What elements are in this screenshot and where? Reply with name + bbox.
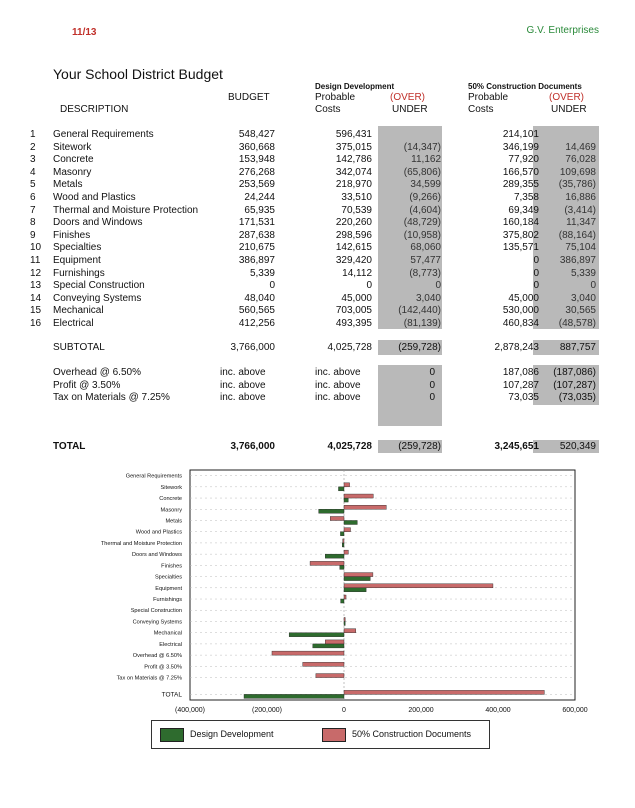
table-row: [0, 318, 635, 330]
row-description: Mechanical: [53, 305, 104, 317]
bar-dd: [319, 509, 344, 513]
description-header: DESCRIPTION: [60, 104, 129, 115]
row-cd-cost: 166,570: [502, 166, 539, 178]
table-row: [0, 154, 635, 166]
bar-cd: [325, 640, 344, 644]
row-description: Electrical: [53, 318, 94, 329]
row-dd-variance: 68,060: [410, 242, 441, 254]
bar-cd: [344, 690, 544, 694]
category-label: Equipment: [155, 585, 182, 592]
bar-dd: [341, 599, 344, 603]
row-description: Wood and Plastics: [53, 192, 136, 203]
total-row: [0, 441, 635, 453]
extras-cd-variance: (107,287): [553, 379, 596, 391]
row-cd-variance: 75,104: [565, 242, 596, 254]
bar-dd: [325, 554, 344, 558]
page-title: Your School District Budget: [53, 66, 223, 82]
category-label: Concrete: [159, 496, 182, 503]
table-row: [0, 192, 635, 204]
row-description: General Requirements: [53, 129, 154, 140]
row-dd-variance: (8,773): [409, 267, 441, 279]
table-row: [0, 205, 635, 217]
row-budget: 386,897: [238, 255, 275, 266]
row-description: Finishes: [53, 229, 91, 241]
bar-dd: [313, 644, 344, 648]
row-description: Thermal and Moisture Protection: [53, 204, 199, 216]
row-cd-variance: (88,164): [558, 229, 596, 241]
cd-costs-header: Costs: [468, 104, 494, 115]
row-description: Conveying Systems: [53, 292, 142, 304]
extras-cd-cost: 73,035: [508, 392, 539, 404]
company-name: G.V. Enterprises: [526, 25, 599, 36]
page-number: 11/13: [72, 27, 97, 38]
bar-dd: [340, 565, 344, 569]
row-dd-variance: (14,347): [403, 141, 441, 153]
extras-dd-variance: 0: [429, 367, 435, 378]
bar-dd: [344, 621, 345, 625]
total-label: TOTAL: [53, 441, 86, 452]
extras-cd-cost: 187,086: [502, 367, 539, 378]
subtotal-label: SUBTOTAL: [53, 342, 105, 353]
row-budget: 548,427: [238, 129, 275, 140]
subtotal-row: [0, 342, 635, 354]
category-label: Electrical: [159, 641, 182, 648]
row-cd-variance: 30,565: [565, 305, 596, 317]
row-cd-cost: 0: [533, 280, 539, 292]
bar-cd: [344, 528, 351, 532]
row-dd-cost: 703,005: [335, 305, 372, 317]
tick-label: 0: [342, 707, 346, 714]
row-budget: 0: [269, 280, 275, 292]
row-dd-cost: 142,786: [335, 154, 372, 166]
extras-cd-variance: (73,035): [558, 392, 596, 404]
row-cd-cost: 135,571: [502, 242, 539, 254]
row-description: Concrete: [53, 154, 94, 166]
bar-cd: [344, 494, 373, 498]
row-budget: 210,675: [238, 242, 275, 254]
row-dd-variance: 3,040: [415, 292, 441, 304]
row-dd-variance: (10,958): [403, 229, 441, 241]
bar-cd: [303, 662, 344, 666]
table-row: [0, 167, 635, 179]
row-dd-cost: 0: [366, 280, 372, 292]
legend-label-cd: 50% Construction Documents: [352, 729, 472, 739]
row-dd-cost: 329,420: [335, 255, 372, 266]
extras-description: Profit @ 3.50%: [53, 379, 121, 391]
row-cd-cost: 69,349: [508, 204, 539, 216]
extras-dd-cost: inc. above: [315, 392, 361, 404]
row-dd-variance: 0: [435, 280, 441, 292]
row-dd-variance: (142,440): [398, 305, 441, 317]
category-label: Metals: [165, 518, 182, 525]
row-number: 3: [30, 154, 36, 166]
bar-cd: [343, 539, 344, 543]
bar-cd: [344, 629, 356, 633]
row-number: 1: [30, 129, 36, 140]
row-number: 11: [30, 255, 41, 266]
extras-description: Tax on Materials @ 7.25%: [53, 392, 170, 404]
row-dd-cost: 33,510: [341, 192, 372, 203]
row-cd-variance: 386,897: [559, 255, 596, 266]
row-dd-cost: 220,260: [335, 217, 372, 229]
row-dd-variance: (48,729): [403, 217, 441, 229]
dd-probable-header: Probable: [315, 92, 356, 103]
row-number: 2: [30, 141, 36, 153]
row-dd-variance: (9,266): [409, 192, 441, 203]
dd-costs-header: Costs: [315, 104, 341, 115]
tick-label: 600,000: [562, 707, 588, 714]
tick-label: (400,000): [175, 707, 205, 714]
row-cd-cost: 0: [533, 267, 539, 279]
row-dd-cost: 142,615: [335, 242, 372, 254]
legend-swatch-cd: [322, 728, 346, 742]
row-description: Metals: [53, 179, 83, 191]
bar-cd: [344, 595, 346, 599]
row-cd-cost: 0: [533, 255, 539, 266]
extras-cd-cost: 107,287: [502, 379, 539, 391]
extras-dd-variance: 0: [429, 379, 435, 391]
row-budget: 253,569: [238, 179, 275, 191]
bar-dd: [338, 487, 344, 491]
row-budget: 171,531: [238, 217, 275, 229]
row-dd-cost: 375,015: [335, 141, 372, 153]
row-dd-cost: 218,970: [335, 179, 372, 191]
cd-over-header: (OVER): [549, 92, 584, 103]
table-row: [0, 242, 635, 254]
row-cd-variance: 11,347: [566, 217, 596, 229]
category-label: Wood and Plastics: [135, 529, 182, 536]
row-number: 14: [30, 292, 42, 304]
tick-label: (200,000): [252, 707, 282, 714]
bar-cd: [344, 573, 373, 577]
table-row: [0, 217, 635, 229]
row-dd-variance: 11,162: [411, 154, 441, 166]
bar-dd: [344, 588, 366, 592]
row-cd-cost: 530,000: [502, 305, 539, 317]
table-row: [0, 129, 635, 141]
row-dd-variance: 34,599: [410, 179, 441, 191]
row-number: 6: [30, 192, 36, 203]
row-cd-cost: 346,199: [502, 141, 539, 153]
category-label: Conveying Systems: [132, 619, 182, 626]
table-row: [0, 142, 635, 154]
total-budget: 3,766,000: [230, 441, 275, 452]
extras-dd-cost: inc. above: [315, 367, 361, 378]
row-description: Doors and Windows: [53, 217, 143, 229]
row-cd-cost: 214,101: [502, 129, 539, 140]
row-budget: 24,244: [244, 192, 275, 203]
extras-budget: inc. above: [220, 392, 266, 404]
bar-dd: [289, 633, 344, 637]
bar-dd: [344, 577, 370, 581]
row-cd-cost: 160,184: [502, 217, 539, 229]
budget-header: BUDGET: [228, 92, 270, 103]
bar-dd: [244, 694, 344, 698]
row-description: Specialties: [53, 242, 102, 254]
row-cd-variance: (48,578): [558, 318, 596, 329]
category-label: Furnishings: [153, 597, 182, 604]
extras-dd-cost: inc. above: [315, 379, 361, 391]
row-budget: 5,339: [249, 267, 275, 279]
row-cd-cost: 460,834: [502, 318, 539, 329]
row-number: 5: [30, 179, 36, 191]
row-cd-variance: 16,886: [565, 192, 596, 203]
bar-cd: [272, 651, 344, 655]
row-number: 4: [30, 166, 36, 178]
extras-dd-variance: 0: [429, 392, 435, 404]
row-cd-variance: (3,414): [564, 204, 596, 216]
legend-label-dd: Design Development: [190, 729, 274, 739]
chart-legend: [151, 720, 490, 749]
row-description: Special Construction: [53, 280, 145, 292]
category-label: Specialties: [154, 574, 182, 581]
bar-dd: [342, 543, 344, 547]
extras-row: [0, 392, 635, 404]
extras-budget: inc. above: [220, 367, 266, 378]
row-dd-cost: 14,112: [342, 267, 372, 279]
legend-swatch-dd: [160, 728, 184, 742]
row-cd-variance: 3,040: [570, 292, 596, 304]
row-description: Equipment: [53, 255, 101, 266]
bar-cd: [344, 584, 493, 588]
bar-cd: [344, 617, 345, 621]
table-row: [0, 179, 635, 191]
row-budget: 276,268: [238, 166, 275, 178]
subtotal-dd-var: (259,728): [398, 342, 441, 353]
row-description: Masonry: [53, 166, 92, 178]
dd-over-header: (OVER): [390, 92, 425, 103]
row-dd-cost: 596,431: [335, 129, 372, 140]
row-budget: 153,948: [238, 154, 275, 166]
row-cd-variance: 76,028: [565, 154, 596, 166]
row-dd-cost: 342,074: [335, 166, 372, 178]
row-cd-variance: (35,786): [558, 179, 596, 191]
bar-cd: [344, 505, 386, 509]
total-cd-var: 520,349: [559, 441, 596, 452]
row-dd-variance: (65,806): [403, 166, 441, 178]
total-dd: 4,025,728: [327, 441, 372, 452]
row-dd-cost: 298,596: [335, 229, 372, 241]
cd-group-header: 50% Construction Documents: [468, 82, 582, 91]
row-cd-variance: 14,469: [565, 141, 596, 153]
bar-cd: [344, 483, 350, 487]
extras-row: [0, 380, 635, 392]
cd-probable-header: Probable: [468, 92, 509, 103]
category-label: Special Construction: [130, 608, 182, 615]
bar-cd: [310, 561, 344, 565]
dd-under-header: UNDER: [392, 104, 428, 115]
category-label: Finishes: [161, 563, 182, 570]
row-number: 9: [30, 229, 36, 241]
subtotal-dd: 4,025,728: [327, 342, 372, 353]
row-cd-cost: 375,802: [502, 229, 539, 241]
row-number: 12: [30, 267, 42, 279]
row-dd-variance: (4,604): [409, 204, 441, 216]
variance-bar-chart: [0, 462, 635, 722]
bar-cd: [316, 674, 344, 678]
total-cd: 3,245,651: [494, 441, 539, 452]
row-budget: 287,638: [238, 229, 275, 241]
row-budget: 360,668: [238, 141, 275, 153]
tick-label: 200,000: [408, 707, 434, 714]
extras-description: Overhead @ 6.50%: [53, 367, 141, 378]
row-cd-cost: 45,000: [508, 292, 539, 304]
category-label: Masonry: [160, 507, 182, 514]
extras-cd-variance: (187,086): [553, 367, 596, 378]
category-label: Tax on Materials @ 7.25%: [116, 675, 182, 682]
bar-dd: [344, 498, 348, 502]
tick-label: 400,000: [485, 707, 511, 714]
row-description: Sitework: [53, 141, 92, 153]
total-dd-var: (259,728): [398, 441, 441, 452]
category-label: Overhead @ 6.50%: [132, 653, 182, 660]
table-row: [0, 305, 635, 317]
row-dd-cost: 493,395: [335, 318, 372, 329]
row-cd-cost: 289,355: [502, 179, 539, 191]
row-cd-variance: 109,698: [559, 166, 596, 178]
cd-under-header: UNDER: [551, 104, 587, 115]
row-number: 8: [30, 217, 36, 229]
row-cd-cost: 77,920: [508, 154, 539, 166]
row-dd-variance: 57,477: [410, 255, 441, 266]
row-number: 15: [30, 305, 42, 317]
bar-dd: [344, 520, 357, 524]
extras-budget: inc. above: [220, 379, 266, 391]
bar-dd: [340, 532, 344, 536]
row-number: 7: [30, 204, 36, 216]
row-cd-cost: 7,358: [513, 192, 539, 203]
table-row: [0, 268, 635, 280]
bar-cd: [344, 550, 348, 554]
row-dd-cost: 70,539: [341, 204, 372, 216]
extras-row: [0, 367, 635, 379]
table-row: [0, 280, 635, 292]
row-number: 10: [30, 242, 42, 254]
category-label: Doors and Windows: [131, 552, 182, 559]
row-budget: 65,935: [244, 204, 275, 216]
table-row: [0, 230, 635, 242]
row-budget: 560,565: [238, 305, 275, 317]
table-row: [0, 255, 635, 267]
bar-cd: [330, 516, 344, 520]
category-label: General Requirements: [125, 473, 182, 480]
category-label: Thermal and Moisture Protection: [100, 540, 182, 547]
table-row: [0, 293, 635, 305]
dd-group-header: Design Development: [315, 82, 395, 91]
row-number: 16: [30, 318, 42, 329]
row-number: 13: [30, 280, 42, 292]
category-label: Sitework: [160, 484, 182, 491]
row-cd-variance: 5,339: [570, 267, 596, 279]
category-label: TOTAL: [161, 691, 182, 699]
row-dd-cost: 45,000: [341, 292, 372, 304]
subtotal-budget: 3,766,000: [230, 342, 275, 353]
row-dd-variance: (81,139): [403, 318, 441, 329]
row-description: Furnishings: [53, 267, 105, 279]
row-budget: 48,040: [244, 292, 275, 304]
category-label: Profit @ 3.50%: [144, 664, 182, 671]
category-label: Mechanical: [153, 630, 182, 637]
subtotal-cd: 2,878,243: [494, 342, 539, 353]
subtotal-cd-var: 887,757: [559, 342, 596, 353]
row-cd-variance: 0: [590, 280, 596, 292]
row-budget: 412,256: [238, 318, 275, 329]
